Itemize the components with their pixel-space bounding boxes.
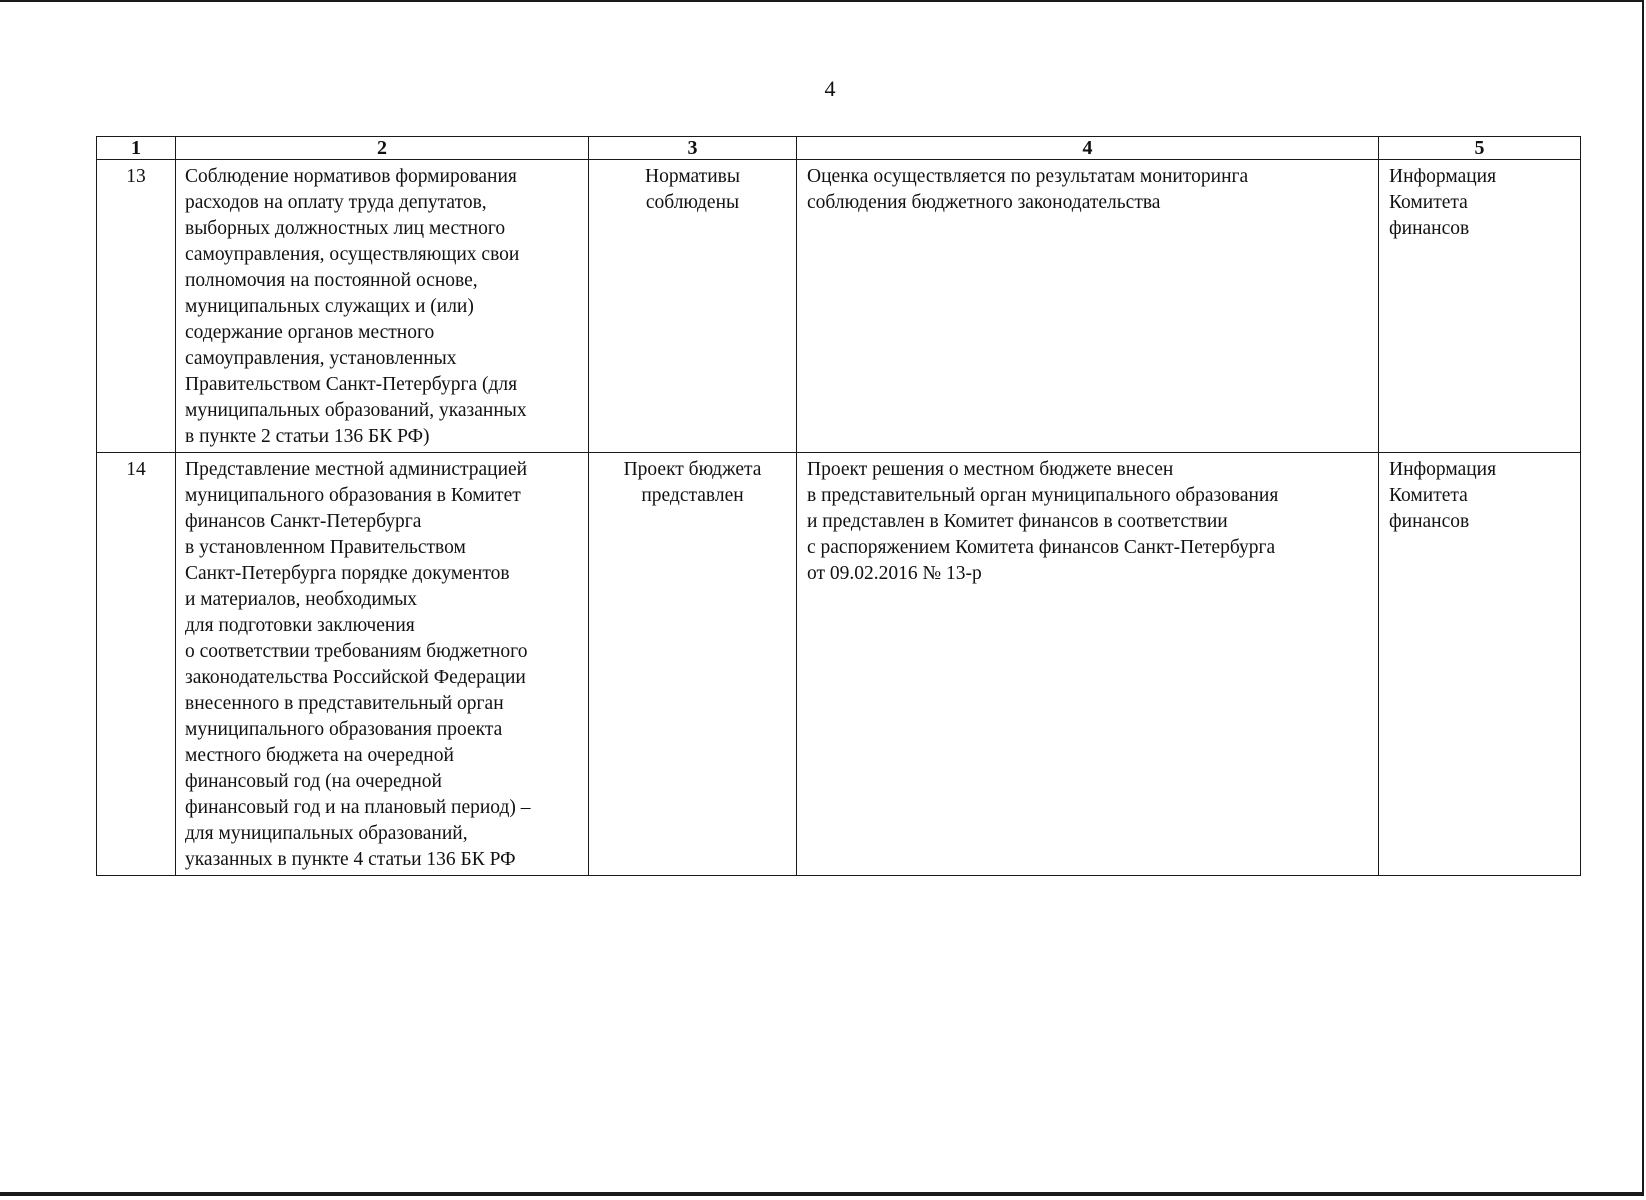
indicator-line: о соответствии требованиям бюджетного — [185, 641, 528, 662]
indicator-line: самоуправления, осуществляющих свои — [185, 244, 520, 265]
indicator-line: Санкт-Петербурга порядке документов — [185, 563, 510, 584]
method-line: от 09.02.2016 № 13-р — [807, 563, 982, 584]
indicator-line: законодательства Российской Федерации — [185, 667, 526, 688]
indicator-line: расходов на оплату труда депутатов, — [185, 192, 487, 213]
source-line: Информация — [1389, 459, 1497, 480]
indicator-line: Правительством Санкт-Петербурга (для — [185, 374, 518, 395]
header-col-5: 5 — [1379, 137, 1581, 160]
indicator-line: содержание органов местного — [185, 322, 435, 343]
criterion-cell — [589, 453, 797, 876]
method-line: и представлен в Комитет финансов в соответствии — [807, 511, 1228, 532]
indicator-line: муниципальных образований, указанных — [185, 400, 527, 421]
indicator-line: выборных должностных лиц местного — [185, 218, 506, 239]
source-line: Комитета — [1389, 192, 1468, 213]
row-number: 13 — [97, 160, 176, 453]
indicator-line: указанных в пункте 4 статьи 136 БК РФ — [185, 849, 516, 870]
indicator-line: для муниципальных образований, — [185, 823, 468, 844]
indicator-cell — [176, 160, 589, 453]
indicator-line: финансовый год (на очередной — [185, 771, 442, 792]
indicator-line: финансовый год и на плановый период) – — [185, 797, 531, 818]
source-line: Информация — [1389, 166, 1497, 187]
indicator-line: муниципального образования проекта — [185, 719, 503, 740]
indicator-line: муниципальных служащих и (или) — [185, 296, 474, 317]
indicator-line: для подготовки заключения — [185, 615, 415, 636]
indicator-line: полномочия на постоянной основе, — [185, 270, 478, 291]
source-cell — [1379, 453, 1581, 876]
header-col-1: 1 — [97, 137, 176, 160]
source-cell — [1379, 160, 1581, 453]
table-row — [97, 453, 1581, 876]
indicator-line: и материалов, необходимых — [185, 589, 418, 610]
page-number: 4 — [824, 76, 836, 101]
table-header — [97, 137, 1581, 160]
indicator-line: местного бюджета на очередной — [185, 745, 454, 766]
criterion-line: Нормативы — [645, 166, 740, 187]
indicator-line: муниципального образования в Комитет — [185, 485, 521, 506]
criterion-line: представлен — [641, 485, 744, 506]
table-body — [97, 160, 1581, 876]
method-line: в представительный орган муниципального образования — [807, 485, 1279, 506]
source-line: Комитета — [1389, 485, 1468, 506]
header-col-4: 4 — [797, 137, 1379, 160]
header-row — [97, 137, 1581, 160]
indicator-line: в установленном Правительством — [185, 537, 466, 558]
criterion-line: Проект бюджета — [623, 459, 762, 480]
method-line: Проект решения о местном бюджете внесен — [807, 459, 1174, 480]
table-row — [97, 160, 1581, 453]
header-col-2: 2 — [176, 137, 589, 160]
method-line: Оценка осуществляется по результатам мониторинга — [807, 166, 1249, 187]
indicator-cell — [176, 453, 589, 876]
indicator-line: внесенного в представительный орган — [185, 693, 504, 714]
method-line: соблюдения бюджетного законодательства — [807, 192, 1161, 213]
indicator-line: Представление местной администрацией — [185, 459, 528, 480]
indicator-line: в пункте 2 статьи 136 БК РФ) — [185, 426, 430, 447]
source-line: финансов — [1389, 511, 1470, 532]
row-number: 14 — [97, 453, 176, 876]
source-line: финансов — [1389, 218, 1470, 239]
header-col-3: 3 — [589, 137, 797, 160]
criteria-table — [96, 136, 1581, 876]
method-cell — [797, 453, 1379, 876]
method-cell — [797, 160, 1379, 453]
method-line: с распоряжением Комитета финансов Санкт-Петербурга — [807, 537, 1276, 558]
criterion-line: соблюдены — [645, 192, 740, 213]
indicator-line: самоуправления, установленных — [185, 348, 457, 369]
criterion-cell — [589, 160, 797, 453]
indicator-line: финансов Санкт-Петербурга — [185, 511, 422, 532]
indicator-line: Соблюдение нормативов формирования — [185, 166, 517, 187]
